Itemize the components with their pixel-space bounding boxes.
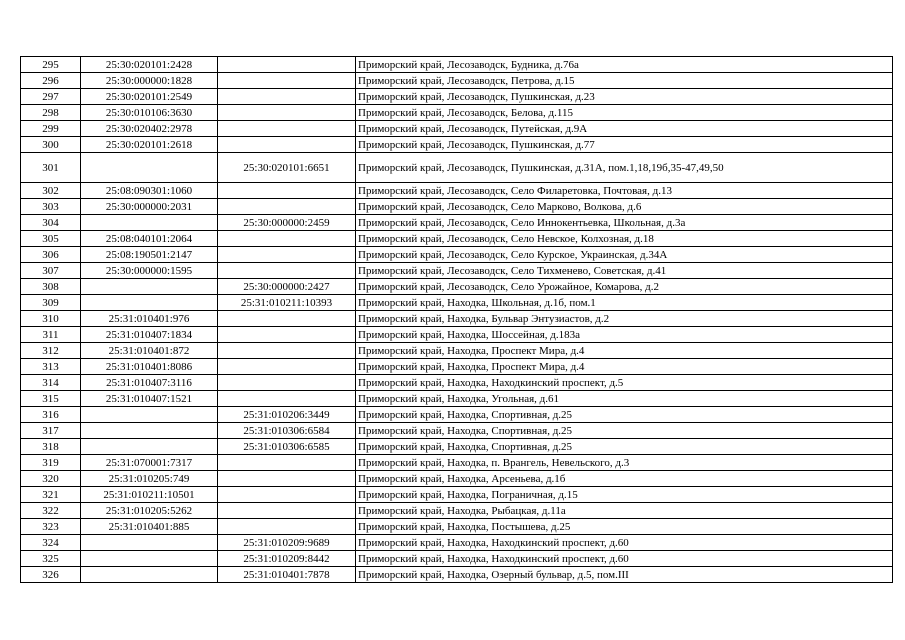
row-number-cell: 303 [21, 199, 81, 215]
address-cell: Приморский край, Лесозаводск, Село Урожайное, Комарова, д.2 [356, 279, 893, 295]
address-cell: Приморский край, Находка, Пограничная, д.15 [356, 487, 893, 503]
cadastral-number-cell: 25:08:040101:2064 [81, 231, 218, 247]
cadastral-number-cell: 25:30:010106:3630 [81, 105, 218, 121]
table-body [21, 57, 893, 583]
row-number-cell: 309 [21, 295, 81, 311]
cadastral-number-cell: 25:08:190501:2147 [81, 247, 218, 263]
cadastral-number-cell: 25:30:000000:1595 [81, 263, 218, 279]
cadastral-number-alt-cell [218, 487, 356, 503]
cadastral-number-cell: 25:31:010401:872 [81, 343, 218, 359]
cadastral-number-alt-cell [218, 231, 356, 247]
table-row [21, 57, 893, 73]
table-row [21, 263, 893, 279]
table-row [21, 105, 893, 121]
cadastral-number-cell [81, 535, 218, 551]
row-number-cell: 307 [21, 263, 81, 279]
cadastral-number-alt-cell [218, 503, 356, 519]
property-register-table [20, 56, 893, 583]
address-cell: Приморский край, Лесозаводск, Село Филаретовка, Почтовая, д.13 [356, 183, 893, 199]
cadastral-number-alt-cell [218, 343, 356, 359]
cadastral-number-alt-cell: 25:31:010306:6584 [218, 423, 356, 439]
cadastral-number-cell: 25:08:090301:1060 [81, 183, 218, 199]
table-row [21, 375, 893, 391]
cadastral-number-alt-cell: 25:30:020101:6651 [218, 153, 356, 183]
cadastral-number-alt-cell [218, 263, 356, 279]
address-cell: Приморский край, Лесозаводск, Село Тихменево, Советская, д.41 [356, 263, 893, 279]
cadastral-number-alt-cell [218, 455, 356, 471]
row-number-cell: 306 [21, 247, 81, 263]
cadastral-number-cell: 25:31:010401:8086 [81, 359, 218, 375]
cadastral-number-cell: 25:30:000000:1828 [81, 73, 218, 89]
cadastral-number-cell [81, 215, 218, 231]
table-row [21, 199, 893, 215]
cadastral-number-alt-cell [218, 73, 356, 89]
address-cell: Приморский край, Лесозаводск, Будника, д.76а [356, 57, 893, 73]
cadastral-number-alt-cell [218, 391, 356, 407]
table-row [21, 391, 893, 407]
address-cell: Приморский край, Лесозаводск, Пушкинская, д.31А, пом.1,18,19б,35-47,49,50 [356, 153, 893, 183]
row-number-cell: 314 [21, 375, 81, 391]
cadastral-number-cell: 25:30:020101:2618 [81, 137, 218, 153]
table-row [21, 295, 893, 311]
cadastral-number-cell: 25:31:010401:976 [81, 311, 218, 327]
table-row [21, 567, 893, 583]
table-row [21, 551, 893, 567]
row-number-cell: 305 [21, 231, 81, 247]
cadastral-number-alt-cell: 25:31:010211:10393 [218, 295, 356, 311]
cadastral-number-alt-cell [218, 471, 356, 487]
cadastral-number-alt-cell: 25:30:000000:2459 [218, 215, 356, 231]
address-cell: Приморский край, Находка, Постышева, д.25 [356, 519, 893, 535]
cadastral-number-alt-cell [218, 105, 356, 121]
address-cell: Приморский край, Находка, Спортивная, д.25 [356, 407, 893, 423]
table-row [21, 153, 893, 183]
address-cell: Приморский край, Находка, Находкинский проспект, д.60 [356, 551, 893, 567]
row-number-cell: 321 [21, 487, 81, 503]
table-row [21, 279, 893, 295]
table-row [21, 471, 893, 487]
cadastral-number-cell [81, 279, 218, 295]
cadastral-number-alt-cell [218, 57, 356, 73]
cadastral-number-alt-cell [218, 519, 356, 535]
address-cell: Приморский край, Находка, Школьная, д.1б, пом.1 [356, 295, 893, 311]
row-number-cell: 301 [21, 153, 81, 183]
row-number-cell: 325 [21, 551, 81, 567]
cadastral-number-cell [81, 407, 218, 423]
cadastral-number-alt-cell [218, 247, 356, 263]
address-cell: Приморский край, Лесозаводск, Село Иннокентьевка, Школьная, д.3а [356, 215, 893, 231]
cadastral-number-alt-cell: 25:31:010206:3449 [218, 407, 356, 423]
row-number-cell: 298 [21, 105, 81, 121]
table-row [21, 121, 893, 137]
row-number-cell: 316 [21, 407, 81, 423]
row-number-cell: 320 [21, 471, 81, 487]
table-row [21, 215, 893, 231]
table-row [21, 343, 893, 359]
row-number-cell: 323 [21, 519, 81, 535]
cadastral-number-cell: 25:31:010205:5262 [81, 503, 218, 519]
address-cell: Приморский край, Лесозаводск, Пушкинская, д.23 [356, 89, 893, 105]
cadastral-number-alt-cell: 25:30:000000:2427 [218, 279, 356, 295]
cadastral-number-cell [81, 423, 218, 439]
address-cell: Приморский край, Лесозаводск, Село Марково, Волкова, д.6 [356, 199, 893, 215]
cadastral-number-cell: 25:30:000000:2031 [81, 199, 218, 215]
table-row [21, 327, 893, 343]
cadastral-number-cell [81, 295, 218, 311]
address-cell: Приморский край, Находка, Рыбацкая, д.11а [356, 503, 893, 519]
address-cell: Приморский край, Находка, п. Врангель, Невельского, д.3 [356, 455, 893, 471]
address-cell: Приморский край, Находка, Озерный бульвар, д.5, пом.III [356, 567, 893, 583]
address-cell: Приморский край, Находка, Проспект Мира, д.4 [356, 359, 893, 375]
table-row [21, 311, 893, 327]
address-cell: Приморский край, Находка, Находкинский проспект, д.60 [356, 535, 893, 551]
row-number-cell: 318 [21, 439, 81, 455]
row-number-cell: 317 [21, 423, 81, 439]
cadastral-number-alt-cell [218, 311, 356, 327]
address-cell: Приморский край, Лесозаводск, Белова, д.115 [356, 105, 893, 121]
address-cell: Приморский край, Лесозаводск, Село Невское, Колхозная, д.18 [356, 231, 893, 247]
address-cell: Приморский край, Лесозаводск, Пушкинская, д.77 [356, 137, 893, 153]
address-cell: Приморский край, Лесозаводск, Путейская, д.9А [356, 121, 893, 137]
row-number-cell: 308 [21, 279, 81, 295]
table-row [21, 535, 893, 551]
address-cell: Приморский край, Находка, Арсеньева, д.1б [356, 471, 893, 487]
row-number-cell: 302 [21, 183, 81, 199]
cadastral-number-cell: 25:31:010407:1521 [81, 391, 218, 407]
table-row [21, 247, 893, 263]
row-number-cell: 313 [21, 359, 81, 375]
cadastral-number-cell: 25:31:010407:1834 [81, 327, 218, 343]
row-number-cell: 326 [21, 567, 81, 583]
cadastral-number-alt-cell [218, 121, 356, 137]
cadastral-number-cell: 25:31:010211:10501 [81, 487, 218, 503]
cadastral-number-alt-cell [218, 199, 356, 215]
cadastral-number-alt-cell [218, 183, 356, 199]
cadastral-number-alt-cell: 25:31:010401:7878 [218, 567, 356, 583]
cadastral-number-alt-cell [218, 137, 356, 153]
row-number-cell: 324 [21, 535, 81, 551]
table-row [21, 183, 893, 199]
row-number-cell: 296 [21, 73, 81, 89]
cadastral-number-alt-cell [218, 89, 356, 105]
row-number-cell: 299 [21, 121, 81, 137]
cadastral-number-cell: 25:30:020101:2428 [81, 57, 218, 73]
cadastral-number-alt-cell [218, 327, 356, 343]
address-cell: Приморский край, Находка, Спортивная, д.25 [356, 439, 893, 455]
table-row [21, 89, 893, 105]
row-number-cell: 310 [21, 311, 81, 327]
row-number-cell: 312 [21, 343, 81, 359]
cadastral-number-alt-cell: 25:31:010209:8442 [218, 551, 356, 567]
row-number-cell: 297 [21, 89, 81, 105]
table-row [21, 439, 893, 455]
cadastral-number-cell: 25:30:020402:2978 [81, 121, 218, 137]
cadastral-number-cell: 25:31:070001:7317 [81, 455, 218, 471]
table-row [21, 519, 893, 535]
address-cell: Приморский край, Находка, Шоссейная, д.183а [356, 327, 893, 343]
address-cell: Приморский край, Лесозаводск, Петрова, д.15 [356, 73, 893, 89]
cadastral-number-cell: 25:30:020101:2549 [81, 89, 218, 105]
table-row [21, 407, 893, 423]
table-row [21, 455, 893, 471]
table-row [21, 231, 893, 247]
address-cell: Приморский край, Находка, Проспект Мира, д.4 [356, 343, 893, 359]
row-number-cell: 311 [21, 327, 81, 343]
row-number-cell: 319 [21, 455, 81, 471]
cadastral-number-cell [81, 439, 218, 455]
cadastral-number-cell: 25:31:010401:885 [81, 519, 218, 535]
row-number-cell: 300 [21, 137, 81, 153]
cadastral-number-cell [81, 567, 218, 583]
row-number-cell: 322 [21, 503, 81, 519]
row-number-cell: 315 [21, 391, 81, 407]
cadastral-number-alt-cell [218, 375, 356, 391]
table-row [21, 73, 893, 89]
cadastral-number-cell [81, 153, 218, 183]
address-cell: Приморский край, Находка, Бульвар Энтузиастов, д.2 [356, 311, 893, 327]
table-row [21, 423, 893, 439]
cadastral-number-cell [81, 551, 218, 567]
table-row [21, 137, 893, 153]
cadastral-number-cell: 25:31:010205:749 [81, 471, 218, 487]
address-cell: Приморский край, Находка, Угольная, д.61 [356, 391, 893, 407]
address-cell: Приморский край, Лесозаводск, Село Курское, Украинская, д.34А [356, 247, 893, 263]
cadastral-number-alt-cell [218, 359, 356, 375]
cadastral-number-cell: 25:31:010407:3116 [81, 375, 218, 391]
row-number-cell: 295 [21, 57, 81, 73]
cadastral-number-alt-cell: 25:31:010209:9689 [218, 535, 356, 551]
address-cell: Приморский край, Находка, Находкинский проспект, д.5 [356, 375, 893, 391]
cadastral-number-alt-cell: 25:31:010306:6585 [218, 439, 356, 455]
address-cell: Приморский край, Находка, Спортивная, д.25 [356, 423, 893, 439]
table-row [21, 487, 893, 503]
table-row [21, 359, 893, 375]
table-row [21, 503, 893, 519]
row-number-cell: 304 [21, 215, 81, 231]
